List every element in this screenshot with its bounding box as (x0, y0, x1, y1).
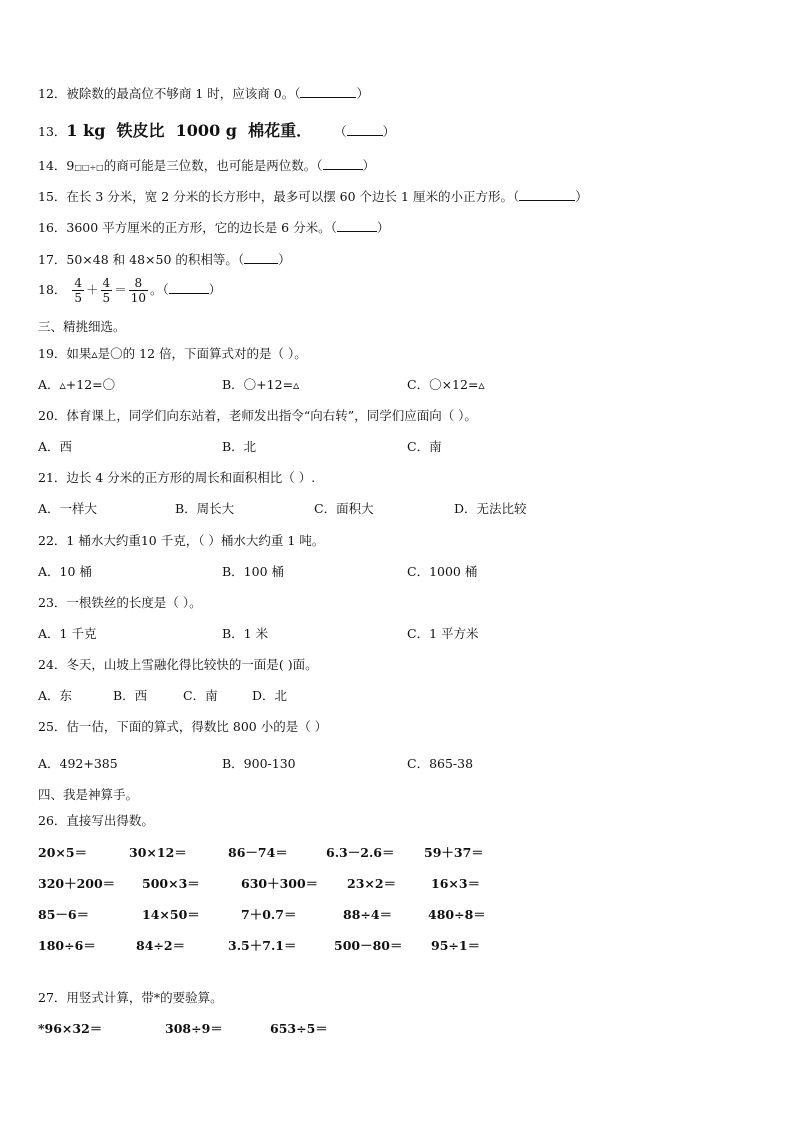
digit: 9 (66, 158, 75, 173)
section-3-heading: 三、精挑细选。 (38, 319, 126, 334)
option-b[interactable]: B．北 (222, 439, 257, 454)
question-text: 3600 平方厘米的正方形，它的边长是 6 分米。（ (66, 220, 337, 235)
section-4-heading: 四、我是神算手。 (38, 787, 139, 802)
vertical-calc-item: 653÷5＝ (270, 1021, 328, 1036)
option-c[interactable]: C．面积大 (314, 501, 374, 516)
question-17 (38, 250, 291, 268)
question-23: 23．一根铁丝的长度是（ ）。 (38, 595, 202, 610)
paren-close: ） (356, 86, 369, 101)
calc-item: 320＋200＝ (38, 876, 116, 891)
question-21: 21．边长 4 分米的正方形的周长和面积相比（ ）. (38, 470, 316, 485)
answer-blank[interactable] (244, 253, 278, 264)
question-14 (38, 156, 375, 174)
calc-item: 6.3－2.6＝ (326, 845, 395, 860)
equals-sign: ＝ (114, 282, 127, 297)
vertical-calc-item: 308÷9＝ (165, 1021, 223, 1036)
calc-item: 88÷4＝ (343, 907, 393, 922)
paren-close: ） (208, 282, 222, 297)
calc-item: 630＋300＝ (241, 876, 319, 891)
answer-blank[interactable] (519, 190, 575, 201)
question-text: 1 kg 铁皮比 1000 g 棉花重． (66, 121, 313, 140)
option-c[interactable]: C．1 平方米 (407, 626, 479, 641)
question-number: 16． (38, 220, 67, 235)
question-22: 22．1 桶水大约重10 千克，（ ）桶水大约重 1 吨。 (38, 533, 325, 548)
calc-item: 7＋0.7＝ (241, 907, 297, 922)
calc-item: 23×2＝ (347, 876, 397, 891)
calc-item: 16×3＝ (431, 876, 481, 891)
question-number: 18． (38, 282, 67, 297)
option-a[interactable]: A．▵+12=〇 (38, 377, 116, 392)
calc-item: 86－74＝ (228, 845, 288, 860)
question-19: 19．如果▵是〇的 12 倍，下面算式对的是（ ）。 (38, 346, 307, 361)
vertical-calc-item: *96×32＝ (38, 1021, 103, 1036)
answer-blank[interactable] (300, 87, 356, 98)
answer-blank[interactable] (323, 159, 363, 170)
answer-blank[interactable] (347, 125, 383, 136)
paren-close: ） (362, 158, 376, 173)
calc-item: 84÷2＝ (136, 938, 186, 953)
calc-item: 500－80＝ (334, 938, 403, 953)
calc-item: 59＋37＝ (424, 845, 484, 860)
box-placeholders: □□÷□ (74, 163, 104, 172)
question-27: 27．用竖式计算，带*的要验算。 (38, 990, 223, 1005)
option-b[interactable]: B．〇+12=▵ (222, 377, 300, 392)
option-d[interactable]: D．北 (252, 688, 288, 703)
option-b[interactable]: B．900-130 (222, 756, 296, 771)
answer-blank[interactable] (169, 283, 209, 294)
question-tail: 。（ (149, 282, 169, 297)
option-c[interactable]: C．南 (183, 688, 218, 703)
plus-sign: ＋ (86, 282, 99, 297)
question-15 (38, 187, 588, 205)
option-b[interactable]: B．100 桶 (222, 564, 285, 579)
question-20: 20．体育课上，同学们向东站着，老师发出指令“向右转”，同学们应面向（ ）。 (38, 408, 477, 423)
question-number: 13． (38, 124, 67, 139)
calc-item: 3.5＋7.1＝ (228, 938, 297, 953)
paren-close: ） (575, 189, 588, 204)
calc-item: 95÷1＝ (431, 938, 481, 953)
option-a[interactable]: A．492+385 (38, 756, 118, 771)
question-number: 12． (38, 86, 67, 101)
calc-item: 14×50＝ (142, 907, 200, 922)
question-text: 被除数的最高位不够商 1 时，应该商 0。（ (66, 86, 301, 101)
option-c[interactable]: C．南 (407, 439, 442, 454)
paren-close: ） (376, 220, 390, 235)
question-number: 15． (38, 189, 67, 204)
fraction-b: $\frac{4}{5}$ (102, 276, 111, 305)
question-24: 24．冬天，山坡上雪融化得比较快的一面是( )面。 (38, 657, 318, 672)
option-a[interactable]: A．东 (38, 688, 73, 703)
calc-item: 180÷6＝ (38, 938, 96, 953)
paren-open: （ (334, 124, 347, 139)
answer-blank[interactable] (337, 221, 377, 232)
calc-item: 480÷8＝ (428, 907, 486, 922)
option-a[interactable]: A．西 (38, 439, 73, 454)
option-c[interactable]: C．1000 桶 (407, 564, 478, 579)
option-c[interactable]: C．865-38 (407, 756, 474, 771)
calc-item: 30×12＝ (129, 845, 187, 860)
fraction-c: $\frac{8}{10}$ (130, 276, 146, 305)
question-18 (38, 276, 221, 305)
calc-item: 500×3＝ (142, 876, 200, 891)
paren-close: ） (278, 252, 291, 267)
calc-item: 85－6＝ (38, 907, 90, 922)
calc-item: 20×5＝ (38, 845, 88, 860)
option-c[interactable]: C．〇×12=▵ (407, 377, 485, 392)
question-text: 的商可能是三位数，也可能是两位数。（ (103, 158, 323, 173)
option-d[interactable]: D．无法比较 (454, 501, 527, 516)
question-number: 17． (38, 252, 67, 267)
question-text: 在长 3 分米，宽 2 分米的长方形中，最多可以摆 60 个边长 1 厘米的小正方形。（ (66, 189, 520, 204)
question-16 (38, 218, 389, 236)
question-26: 26．直接写出得数。 (38, 813, 154, 828)
paren-close: ） (382, 124, 396, 139)
question-12 (38, 84, 369, 102)
fraction-a: $\frac{4}{5}$ (74, 276, 83, 305)
option-b[interactable]: B．1 米 (222, 626, 269, 641)
option-b[interactable]: B．周长大 (175, 501, 235, 516)
option-a[interactable]: A．一样大 (38, 501, 98, 516)
question-13 (38, 118, 395, 141)
option-b[interactable]: B．西 (113, 688, 148, 703)
question-25: 25．估一估，下面的算式，得数比 800 小的是（ ） (38, 719, 328, 734)
question-text: 50×48 和 48×50 的积相等。（ (66, 252, 245, 267)
option-a[interactable]: A．10 桶 (38, 564, 92, 579)
option-a[interactable]: A．1 千克 (38, 626, 97, 641)
question-number: 14． (38, 158, 67, 173)
